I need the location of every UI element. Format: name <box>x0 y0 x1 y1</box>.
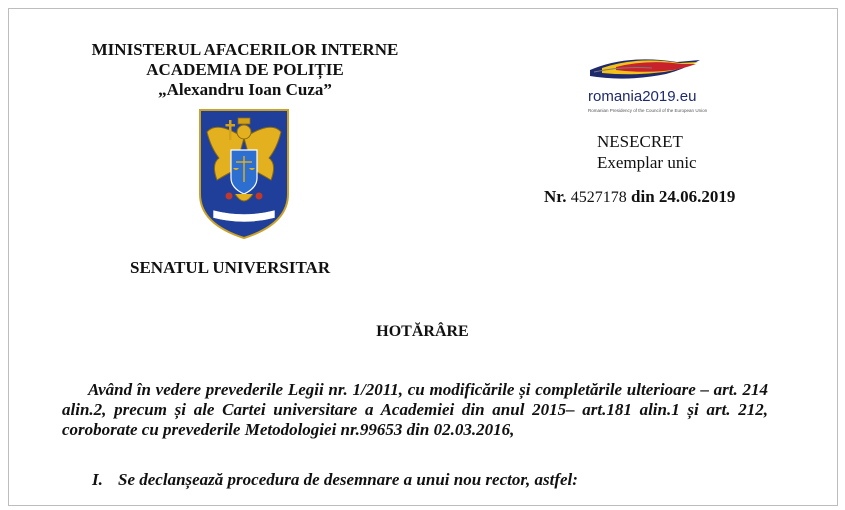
list-item <box>92 470 578 490</box>
item-number: I. <box>92 470 103 489</box>
academy-patron: „Alexandru Ioan Cuza” <box>158 80 332 99</box>
classification-status: NESECRET <box>597 132 683 151</box>
nr-label: Nr. <box>544 187 567 206</box>
registration-number <box>544 187 735 207</box>
institution-header <box>0 40 490 100</box>
item-text: Se declanșează procedura de desemnare a unui nou rector, astfel: <box>118 470 578 489</box>
ministry-name: MINISTERUL AFACERILOR INTERNE <box>91 40 399 59</box>
classification-block <box>597 131 697 173</box>
academy-name: ACADEMIA DE POLIȚIE <box>146 60 344 79</box>
preamble-paragraph: Având în vedere prevederile Legii nr. 1/2011, cu modificările și completările ulterioare – art. 214 alin.2, precum și ale Cartei universitare a Academiei din anul 2015– art.181 alin.1 și art. 212, coroborate cu prevederile Metodologiei nr.99653 din 02.03.2016, <box>62 380 768 439</box>
logo-subtitle: Romanian Presidency of the Council of the European Union <box>588 108 708 113</box>
nr-value: 4527178 <box>570 189 627 206</box>
logo-wordmark: romania2019.eu <box>588 88 697 105</box>
nr-date: din 24.06.2019 <box>631 187 736 206</box>
senate-heading: SENATUL UNIVERSITAR <box>130 258 331 277</box>
document-title: HOTĂRÂRE <box>376 323 469 340</box>
academy-coat-of-arms-icon <box>197 108 291 240</box>
romania2019-logo <box>582 46 724 126</box>
copy-label: Exemplar unic <box>597 153 697 172</box>
eu-presidency-flag-icon <box>582 46 724 86</box>
